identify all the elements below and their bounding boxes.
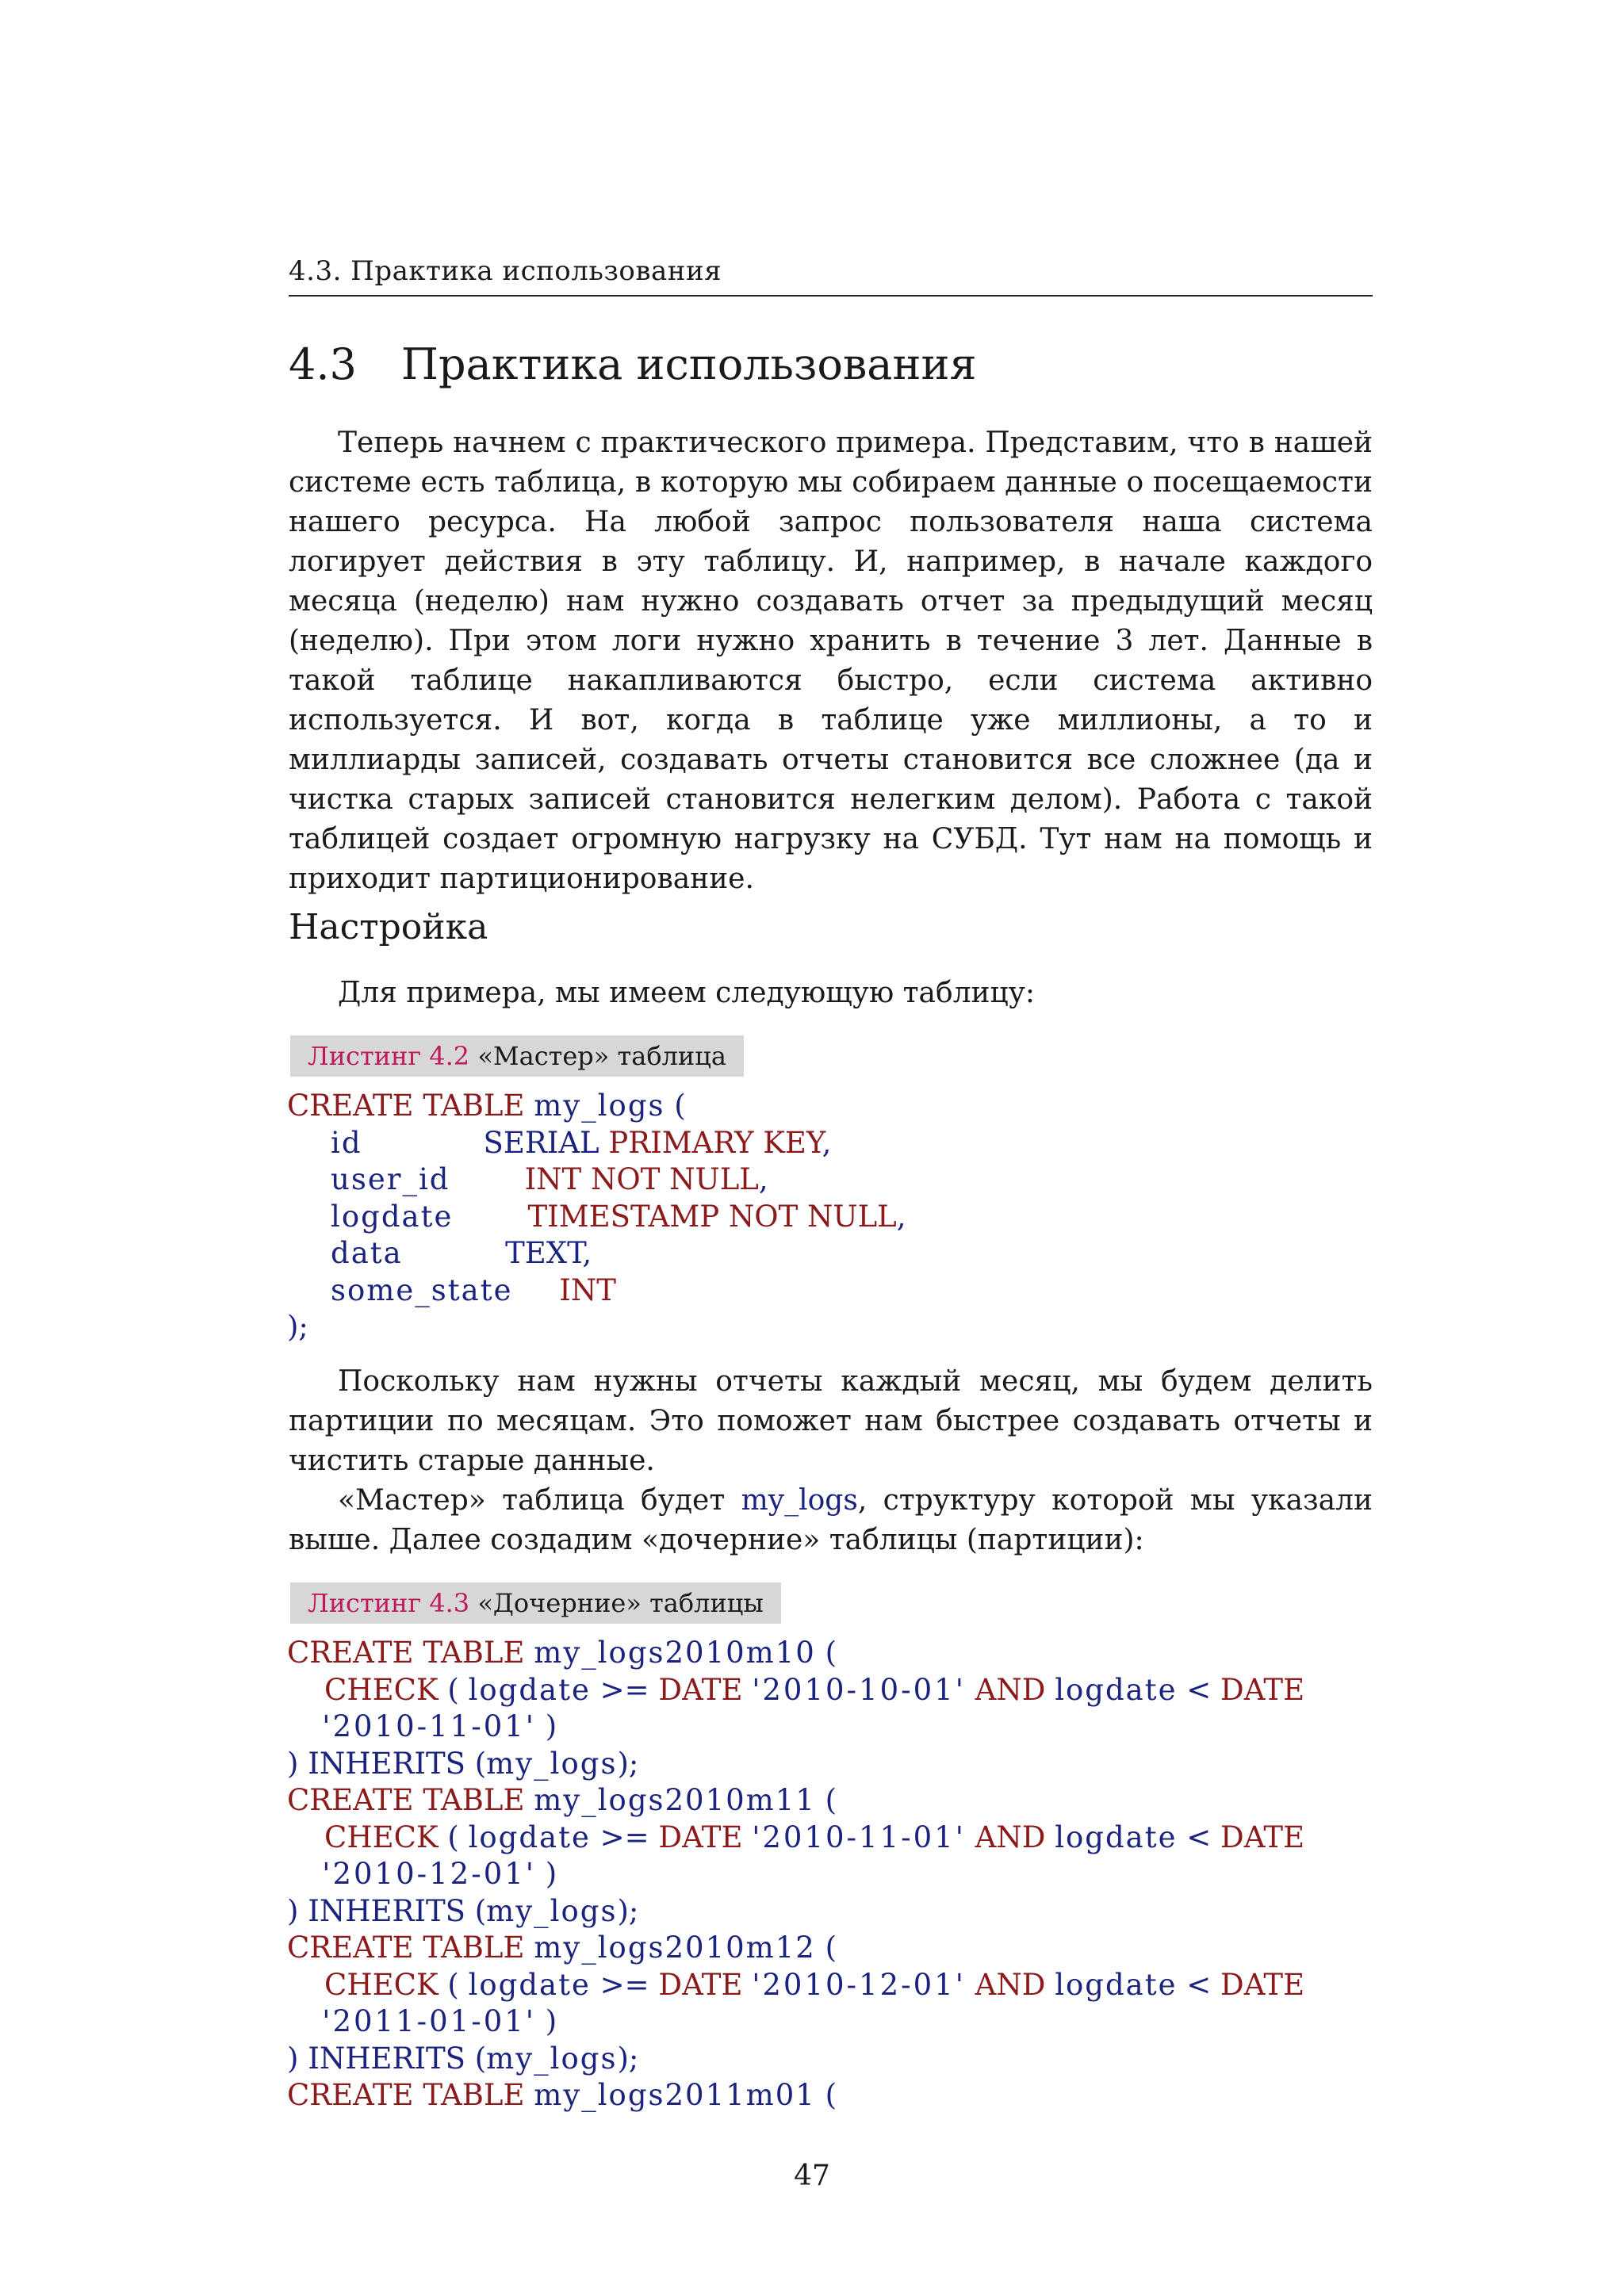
code-token: ) <box>535 2004 557 2038</box>
code-token: SERIAL <box>483 1125 609 1160</box>
code-token: ( <box>665 1089 686 1123</box>
code-token: ( <box>815 2078 837 2112</box>
code-token: my_logs <box>486 2041 618 2076</box>
code-text <box>287 1967 1304 2003</box>
code-token: logdate <box>287 1199 454 1234</box>
section-title-text: Практика использования <box>400 339 977 389</box>
code-text <box>287 1635 837 1671</box>
code-token: >= <box>590 1967 659 2002</box>
subsection-title: Настройка <box>289 907 488 947</box>
code-token: ( <box>815 1636 837 1670</box>
code-token: ) <box>287 2041 308 2076</box>
code-token: < <box>1177 1967 1221 2002</box>
code-text <box>287 1161 768 1198</box>
code-token: my_logs2011m01 <box>534 2078 816 2112</box>
code-token: INHERITS <box>308 1746 475 1781</box>
page-number: 47 <box>794 2160 830 2192</box>
listing-caption-text: «Дочерние» таблицы <box>477 1588 764 1618</box>
listing-caption-2 <box>290 1582 781 1624</box>
code-token: '2011-01-01' <box>287 2004 536 2038</box>
code-token: INT NOT NULL <box>524 1162 759 1196</box>
code-token: INHERITS <box>308 1893 475 1928</box>
code-token: ( <box>438 1820 469 1854</box>
code-token <box>453 1200 527 1234</box>
code-token <box>450 1162 524 1196</box>
code-text <box>287 1672 1304 1709</box>
code-token: CHECK <box>287 1967 439 2002</box>
code-text <box>287 1235 592 1272</box>
code-token: , <box>822 1125 832 1160</box>
paragraph-text: , структуру которой мы указали выше. Далее создадим «дочерние» таблицы (партиции): <box>289 1484 1373 1556</box>
code-token: some_state <box>287 1272 513 1307</box>
code-token: , <box>582 1236 592 1270</box>
code-token: CREATE TABLE <box>287 2078 534 2112</box>
code-token: INHERITS <box>308 2041 475 2076</box>
code-token: ) <box>287 1746 308 1781</box>
code-token: logdate <box>1055 1672 1178 1707</box>
listing-label: Листинг 4.3 <box>308 1588 470 1618</box>
inline-code: my_logs <box>741 1484 858 1517</box>
code-token: logdate <box>468 1820 591 1854</box>
code-token: , <box>758 1162 768 1196</box>
code-text <box>287 1199 906 1235</box>
code-text <box>287 1746 638 1782</box>
code-token: ) <box>287 1893 308 1928</box>
code-token: '2010-10-01' <box>752 1672 966 1707</box>
code-token: ); <box>617 1746 639 1781</box>
listing-label: Листинг 4.2 <box>308 1041 470 1071</box>
code-token: CREATE TABLE <box>287 1636 534 1670</box>
setup-paragraph: Для примера, мы имеем следующую таблицу: <box>338 977 1036 1009</box>
code-text <box>287 1125 831 1161</box>
code-token: DATE <box>1220 1820 1305 1854</box>
code-token: ) <box>535 1857 557 1891</box>
code-token: >= <box>590 1672 659 1707</box>
code-token <box>512 1273 559 1307</box>
code-token: '2010-12-01' <box>287 1857 536 1891</box>
code-text <box>287 2041 638 2077</box>
code-token: DATE <box>658 1967 753 2002</box>
code-token: logdate <box>468 1672 591 1707</box>
code-token: '2010-11-01' <box>287 1709 536 1743</box>
code-token: my_logs2010m11 <box>534 1783 816 1817</box>
code-token: data <box>287 1236 403 1270</box>
code-text <box>287 1893 638 1930</box>
code-token: my_logs <box>534 1089 665 1123</box>
paragraph-text: «Мастер» таблица будет <box>338 1484 741 1517</box>
code-text <box>287 2003 557 2040</box>
code-token: DATE <box>1220 1672 1305 1707</box>
code-token: , <box>896 1199 906 1234</box>
code-text <box>287 1309 308 1345</box>
code-token: ) <box>535 1709 557 1743</box>
code-text <box>287 1709 557 1745</box>
code-token: '2010-11-01' <box>752 1820 966 1854</box>
code-text <box>287 1782 837 1819</box>
code-token: my_logs2010m12 <box>534 1931 816 1965</box>
listing-caption-1 <box>290 1035 744 1077</box>
code-text <box>287 1088 686 1124</box>
code-token: AND <box>965 1820 1055 1854</box>
intro-paragraph: Теперь начнем с практического примера. Представим, что в нашей системе есть таблица, в которую мы собираем данные о посещаемости нашего ресурса. На любой запрос пользователя наша система логирует действия в эту таблицу. И, например, в начале каждого месяца (неделю) нам нужно создавать отчет за предыдущий месяц (неделю). При этом логи нужно хранить в течение 3 лет. Данные в такой таблице накапливаются быстро, если система активно используется. И вот, когда в таблице уже миллионы, а то и миллиарды записей, создавать отчеты становится все сложнее (да и чистка старых записей становится нелегким делом). Работа с такой таблицей создает огромную нагрузку на СУБД. Тут нам на помощь и приходит партиционирование. <box>289 427 1373 895</box>
code-token: ); <box>617 1893 639 1928</box>
code-token <box>362 1126 484 1160</box>
code-token: ( <box>438 1967 469 2002</box>
code-token: DATE <box>1220 1967 1305 2002</box>
code-token: user_id <box>287 1162 450 1196</box>
code-token: ( <box>474 1893 487 1928</box>
code-token: < <box>1177 1672 1221 1707</box>
section-title <box>289 339 977 389</box>
listing-caption-text: «Мастер» таблица <box>477 1041 726 1071</box>
code-token: PRIMARY KEY <box>608 1125 822 1160</box>
code-token: DATE <box>658 1820 753 1854</box>
code-text <box>287 1930 837 1966</box>
code-token: my_logs <box>486 1893 618 1928</box>
code-token: ); <box>617 2041 639 2076</box>
code-token: ( <box>474 1746 487 1781</box>
code-token: < <box>1177 1820 1221 1854</box>
code-token: id <box>287 1125 362 1160</box>
code-token: CHECK <box>287 1672 439 1707</box>
header-rule <box>289 295 1373 297</box>
code-token: >= <box>590 1820 659 1854</box>
code-text <box>287 2077 837 2114</box>
after-listing-paragraph-2 <box>289 1481 1373 1560</box>
code-token: ( <box>474 2041 487 2076</box>
code-token: AND <box>965 1672 1055 1707</box>
code-token: my_logs2010m10 <box>534 1636 816 1670</box>
code-token: INT <box>559 1272 616 1307</box>
code-token: ); <box>287 1310 308 1344</box>
code-token: ( <box>815 1931 837 1965</box>
code-token: TEXT <box>505 1236 583 1270</box>
code-text <box>287 1856 557 1892</box>
code-token: ( <box>815 1783 837 1817</box>
code-token: logdate <box>1055 1820 1178 1854</box>
code-token: AND <box>965 1967 1055 2002</box>
code-token: my_logs <box>486 1746 618 1781</box>
code-token: DATE <box>658 1672 753 1707</box>
code-text <box>287 1820 1304 1856</box>
code-token: CREATE TABLE <box>287 1089 534 1123</box>
code-token: logdate <box>468 1967 591 2002</box>
running-head: 4.3. Практика использования <box>289 255 722 287</box>
code-token: CREATE TABLE <box>287 1931 534 1965</box>
section-number: 4.3 <box>289 339 357 389</box>
code-text <box>287 1272 616 1309</box>
after-listing-paragraph-1: Поскольку нам нужны отчеты каждый месяц, мы будем делить партиции по месяцам. Это поможет нам быстрее создавать отчеты и чистить старые данные. <box>289 1365 1373 1477</box>
code-token: CHECK <box>287 1820 439 1854</box>
code-token: logdate <box>1055 1967 1178 2002</box>
code-token: '2010-12-01' <box>752 1967 966 2002</box>
code-token: ( <box>438 1672 469 1707</box>
code-token: TIMESTAMP NOT NULL <box>527 1199 897 1234</box>
code-token: CREATE TABLE <box>287 1783 534 1817</box>
code-token <box>403 1236 505 1270</box>
